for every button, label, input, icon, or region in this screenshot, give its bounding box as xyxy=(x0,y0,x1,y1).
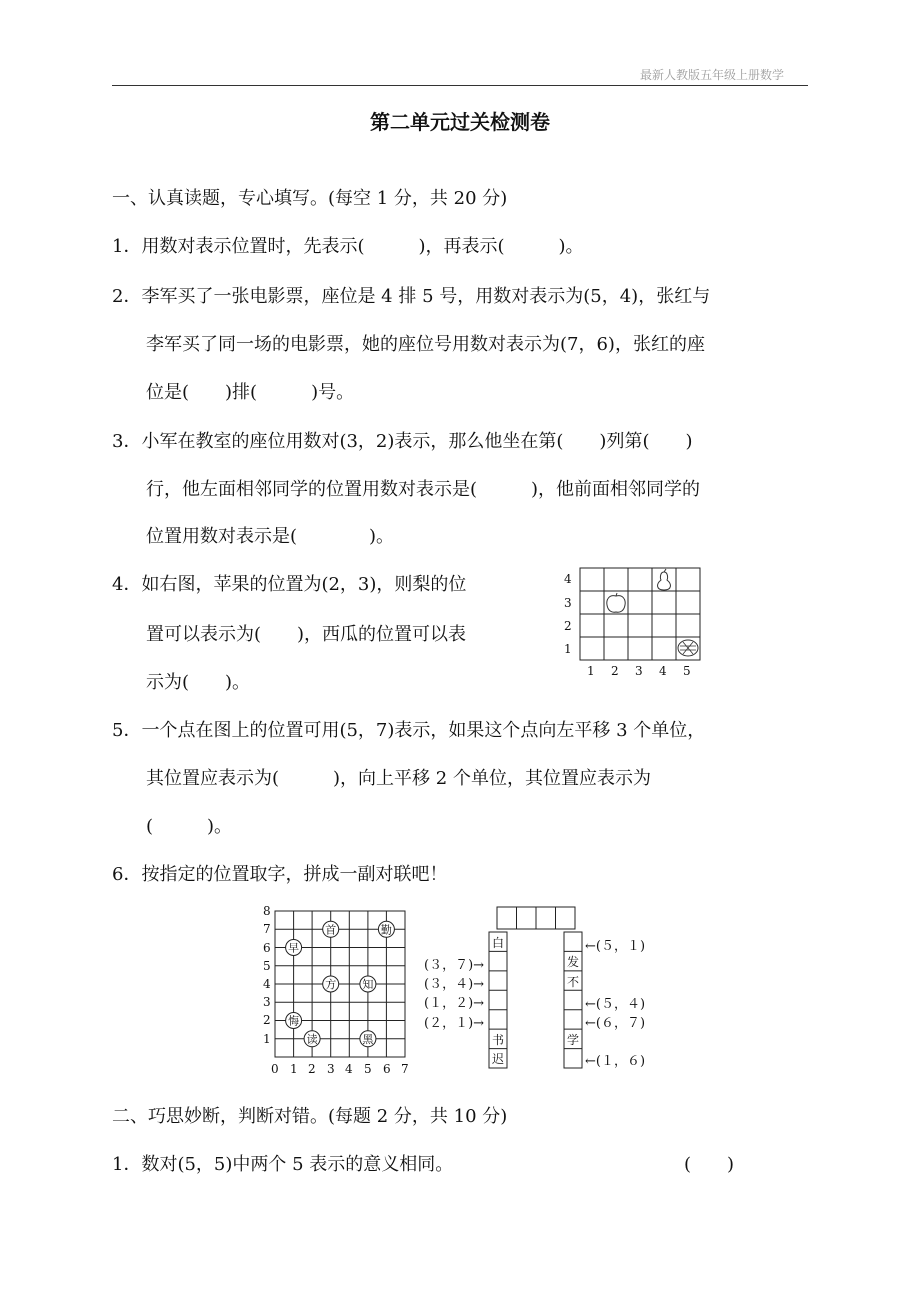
grid-char: 悔 xyxy=(288,1014,300,1028)
grid-char: 方 xyxy=(325,978,337,991)
char-y-label: 1 xyxy=(263,1032,271,1046)
watermelon-icon xyxy=(678,640,698,656)
character-grid-figure xyxy=(258,902,418,1080)
char-y-label: 8 xyxy=(263,904,271,918)
q1-text: 1．用数对表示位置时，先表示( )，再表示( )。 xyxy=(112,236,584,257)
pear-icon xyxy=(658,569,671,590)
couplet-right-label: ←(５，１) xyxy=(585,939,646,954)
fruit-x-label: 3 xyxy=(635,664,643,678)
q5-line2: 其位置应表示为( )，向上平移 2 个单位，其位置应表示为 xyxy=(146,768,651,789)
char-x-label: 3 xyxy=(327,1062,335,1076)
couplet-left-label: (３，７)→ xyxy=(424,958,485,973)
char-x-label: 5 xyxy=(364,1062,372,1076)
fruit-x-label: 1 xyxy=(587,664,595,678)
fruit-y-label: 2 xyxy=(564,619,572,633)
couplet-char: 书 xyxy=(491,1033,505,1047)
q2-line3: 位是( )排( )号。 xyxy=(146,382,355,403)
char-y-label: 7 xyxy=(263,922,271,936)
couplet-right-label: ←(１，６) xyxy=(585,1054,646,1069)
header-series: 最新人教版五年级上册数学 xyxy=(640,68,785,82)
apple-icon xyxy=(607,593,625,612)
q6-text: 6．按指定的位置取字，拼成一副对联吧！ xyxy=(112,864,448,885)
couplet-char: 迟 xyxy=(491,1052,505,1066)
q2-line1: 2．李军买了一张电影票，座位是 4 排 5 号，用数对表示为(5，4)，张红与 xyxy=(112,286,711,307)
page-title: 第二单元过关检测卷 xyxy=(370,110,550,134)
grid-char: 首 xyxy=(325,923,337,937)
q4-line1: 4．如右图，苹果的位置为(2，3)，则梨的位 xyxy=(112,574,467,595)
judge-q1-text: 1．数对(5，5)中两个 5 表示的意义相同。 xyxy=(112,1154,454,1175)
couplet-right-label: ←(６，７) xyxy=(585,1016,646,1031)
char-x-label: 7 xyxy=(401,1062,409,1076)
grid-char: 早 xyxy=(288,941,300,955)
couplet-char: 白 xyxy=(491,936,505,950)
fruit-x-label: 4 xyxy=(659,664,667,678)
fruit-y-label: 4 xyxy=(564,572,572,586)
char-y-label: 6 xyxy=(263,941,271,955)
q2-line2: 李军买了同一场的电影票，她的座位号用数对表示为(7，6)，张红的座 xyxy=(146,334,705,355)
fruit-x-label: 5 xyxy=(683,664,691,678)
q3-line1: 3．小军在教室的座位用数对(3，2)表示，那么他坐在第( )列第( ) xyxy=(112,431,693,452)
couplet-left-label: (３，４)→ xyxy=(424,977,485,992)
couplet-left-label: (２，１)→ xyxy=(424,1016,485,1031)
q3-line3: 位置用数对表示是( )。 xyxy=(146,526,395,547)
char-x-label: 0 xyxy=(271,1062,279,1076)
char-x-label: 1 xyxy=(290,1062,298,1076)
char-y-label: 5 xyxy=(263,959,271,973)
q5-line3: ( )。 xyxy=(146,816,233,837)
grid-char: 勤 xyxy=(380,923,392,937)
couplet-right-label: ←(５，４) xyxy=(585,997,646,1012)
couplet-char: 不 xyxy=(566,975,580,989)
char-y-label: 2 xyxy=(263,1013,271,1027)
grid-char: 知 xyxy=(362,978,374,991)
couplet-char: 发 xyxy=(566,955,580,969)
q3-line2: 行，他左面相邻同学的位置用数对表示是( )，他前面相邻同学的 xyxy=(146,479,701,500)
fruit-y-label: 3 xyxy=(564,596,572,610)
couplet-left-label: (１，２)→ xyxy=(424,996,485,1011)
couplet-figure xyxy=(486,904,586,1070)
judge-q1-answer-box[interactable]: ( ) xyxy=(684,1154,735,1175)
q4-line2: 置可以表示为( )，西瓜的位置可以表 xyxy=(146,624,467,645)
fruit-y-label: 1 xyxy=(564,642,572,656)
fruit-grid-figure xyxy=(556,562,706,682)
couplet-char: 学 xyxy=(566,1033,580,1047)
header-rule xyxy=(112,85,808,86)
char-y-label: 3 xyxy=(263,995,271,1009)
q4-line3: 示为( )。 xyxy=(146,672,251,693)
fruit-x-label: 2 xyxy=(611,664,619,678)
grid-char: 黑 xyxy=(362,1032,374,1046)
grid-char: 读 xyxy=(306,1032,318,1046)
char-x-label: 2 xyxy=(308,1062,316,1076)
q5-line1: 5．一个点在图上的位置可用(5，7)表示，如果这个点向左平移 3 个单位， xyxy=(112,720,706,741)
section2-heading: 二、巧思妙断，判断对错。(每题 2 分，共 10 分) xyxy=(112,1106,508,1127)
char-x-label: 4 xyxy=(345,1062,353,1076)
section1-heading: 一、认真读题，专心填写。(每空 1 分，共 20 分) xyxy=(112,188,508,209)
char-y-label: 4 xyxy=(263,977,271,991)
char-x-label: 6 xyxy=(383,1062,391,1076)
